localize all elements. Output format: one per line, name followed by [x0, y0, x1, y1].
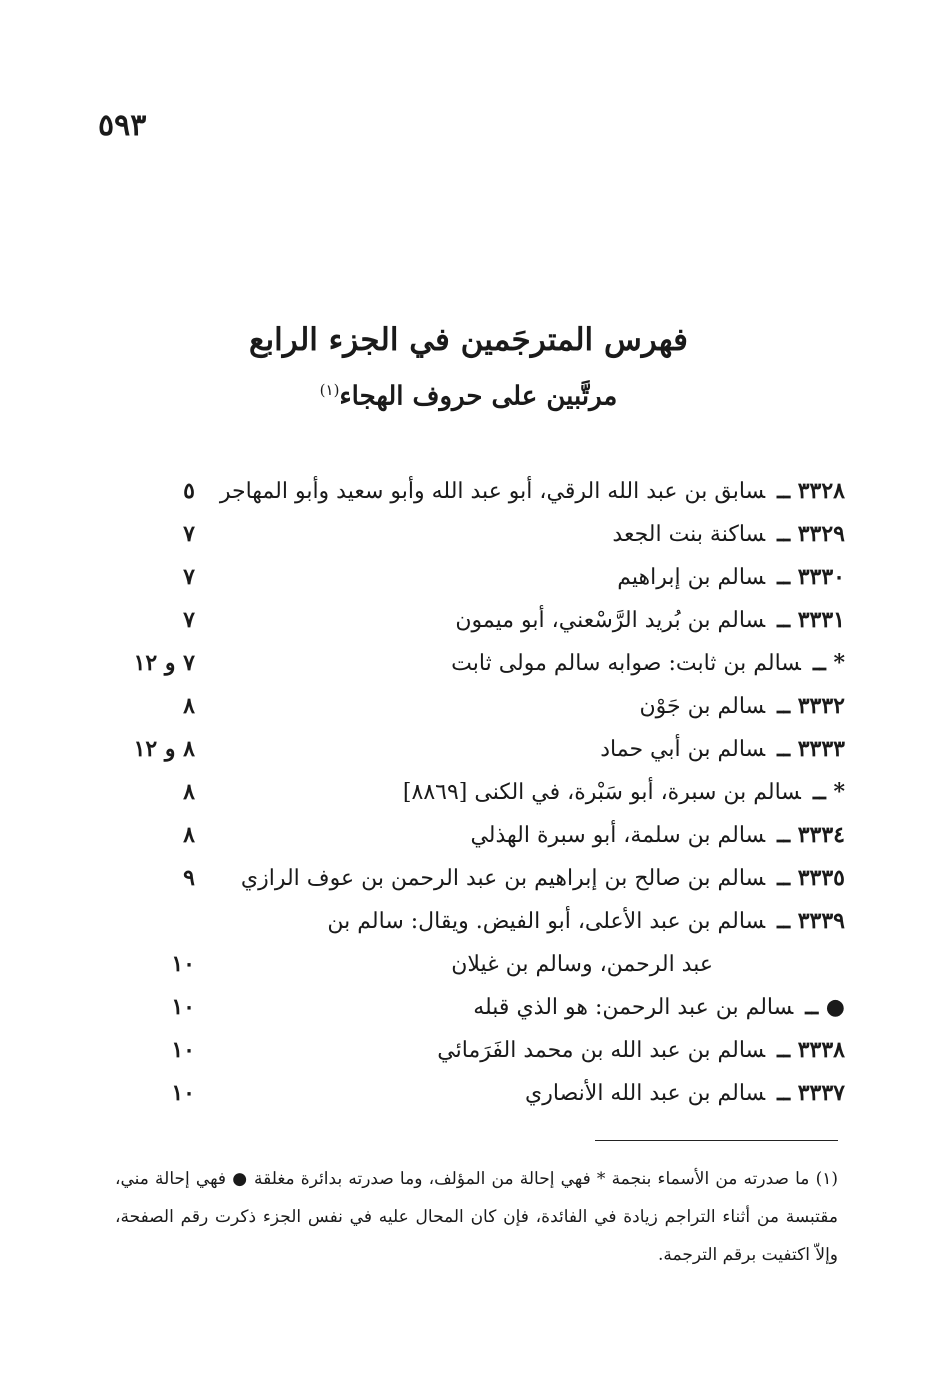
entry-name: سالم بن عبد الله بن محمد الفَرَمائي: [437, 1038, 766, 1063]
entry-pages: ٨: [183, 693, 195, 719]
index-entry: [95, 693, 845, 736]
entry-name: سالم بن جَوْن: [639, 694, 766, 719]
entry-name: ساكنة بنت الجعد: [612, 522, 766, 547]
entry-pages: ١٠: [171, 951, 195, 977]
page-number: ٥٩٣: [98, 108, 147, 143]
entry-number: ٣٣٢٩ ــ: [777, 521, 845, 547]
entry-number: ٣٣٣٨ ــ: [777, 1037, 845, 1063]
entry-number: * ــ: [812, 779, 845, 805]
entry-name: سالم بن سلمة، أبو سبرة الهذلي: [470, 823, 766, 848]
entry-name: سالم بن بُريد الرَّسْعني، أبو ميمون: [455, 608, 766, 633]
index-entry: [95, 779, 845, 822]
entry-name: سالم بن عبد الرحمن: هو الذي قبله: [473, 995, 794, 1020]
entry-pages: ١٠: [171, 994, 195, 1020]
index-entries: [95, 478, 845, 1123]
index-entry: [95, 994, 845, 1037]
entry-number: ٣٣٣٣ ــ: [777, 736, 845, 762]
entry-pages: ٧: [183, 521, 195, 547]
page-title: فهرس المترجَمين في الجزء الرابع: [248, 322, 688, 358]
entry-number: ٣٣٣٤ ــ: [777, 822, 845, 848]
entry-pages: ٧: [183, 607, 195, 633]
entry-name: سالم بن عبد الله الأنصاري: [525, 1081, 766, 1106]
index-entry: [95, 478, 845, 521]
index-entry: [95, 822, 845, 865]
entry-number: * ــ: [812, 650, 845, 676]
index-entry: [95, 1037, 845, 1080]
index-entry: [95, 1080, 845, 1123]
entry-name: سالم بن صالح بن إبراهيم بن عبد الرحمن بن عوف الرازي: [240, 866, 766, 891]
entry-number: ● ــ: [805, 994, 845, 1020]
footnote: (١) ما صدرته من الأسماء بنجمة * فهي إحالة من المؤلف، وما صدرته بدائرة مغلقة ● فهي إحالة مني، مقتبسة من أثناء التراجم زيادة في الفائدة، فإن كان المحال عليه في نفس الجزء ذكرت رقم الصفحة، وإلاّ اكتفيت برقم الترجمة.: [115, 1169, 838, 1265]
index-entry: [95, 564, 845, 607]
index-entry: [95, 908, 845, 951]
entry-number: ٣٣٣٧ ــ: [777, 1080, 845, 1106]
entry-number: ٣٣٣١ ــ: [777, 607, 845, 633]
index-entry: [95, 865, 845, 908]
entry-pages: ٩: [183, 865, 195, 891]
entry-name: سالم بن أبي حماد: [600, 737, 766, 762]
entry-name: عبد الرحمن، وسالم بن غيلان: [451, 952, 713, 977]
index-entry: [95, 521, 845, 564]
entry-name: سابق بن عبد الله الرقي، أبو عبد الله وأبو سعيد وأبو المهاجر: [219, 479, 766, 504]
entry-name: سالم بن ثابت: صوابه سالم مولى ثابت: [451, 651, 801, 676]
footnote-ref: (١): [319, 381, 340, 399]
index-entry: [95, 607, 845, 650]
entry-name: سالم بن إبراهيم: [617, 565, 766, 590]
entry-name: سالم بن عبد الأعلى، أبو الفيض. ويقال: سالم بن: [327, 909, 766, 934]
entry-name: سالم بن سبرة، أبو سَبْرة، في الكنى [٨٨٦٩]: [402, 780, 801, 805]
entry-pages: ٧: [183, 564, 195, 590]
footnote-divider: [595, 1140, 838, 1141]
entry-pages: ٥: [183, 478, 195, 504]
index-entry: [95, 650, 845, 693]
entry-pages: ١٠: [171, 1080, 195, 1106]
entry-pages: ٧ و ١٢: [133, 650, 195, 676]
subtitle-text: مرتَّبين على حروف الهجاء: [339, 381, 618, 412]
index-entry-continuation: [95, 951, 845, 994]
entry-number: ٣٣٢٨ ــ: [777, 478, 845, 504]
entry-pages: ١٠: [171, 1037, 195, 1063]
index-entry: [95, 736, 845, 779]
entry-pages: ٨ و ١٢: [133, 736, 195, 762]
entry-number: ٣٣٣٢ ــ: [777, 693, 845, 719]
entry-pages: ٨: [183, 822, 195, 848]
entry-number: ٣٣٣٠ ــ: [777, 564, 845, 590]
page-subtitle: [0, 381, 937, 412]
entry-pages: ٨: [183, 779, 195, 805]
entry-number: ٣٣٣٥ ــ: [777, 865, 845, 891]
entry-number: ٣٣٣٩ ــ: [777, 908, 845, 934]
